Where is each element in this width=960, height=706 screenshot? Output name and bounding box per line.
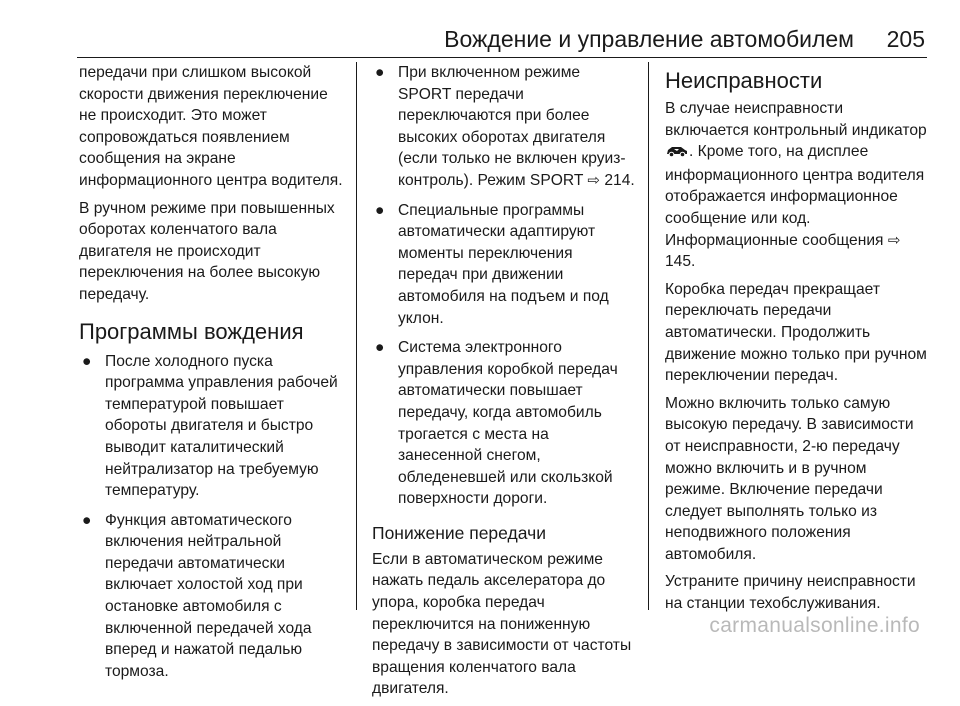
column-divider-2 xyxy=(648,62,649,610)
header-rule xyxy=(77,57,927,58)
section-heading-driving-programs: Программы вождения xyxy=(79,318,304,344)
car-with-wrench-icon xyxy=(665,143,689,165)
paragraph-text: . Кроме того, на дисплее информационного центра водителя отображается информационное сообщение или код. Информационные сообщения xyxy=(665,143,925,249)
section-heading-faults: Неисправности xyxy=(665,68,823,93)
list-item-text: Система электронного управления коробкой передач автоматически повышает передачу, когда автомобиль трогается с места на занесенной снегом, обледеневшей или скользкой поверхности дороги. xyxy=(398,339,618,508)
list-item xyxy=(79,510,343,683)
page-header xyxy=(0,0,960,58)
bullet-icon: ● xyxy=(82,352,92,370)
paragraph xyxy=(665,98,929,273)
page-reference[interactable]: 214. xyxy=(604,171,635,189)
paragraph: В ручном режиме при повышенных оборотах коленчатого вала двигателя не происходит переключения на более высокую передачу. xyxy=(79,199,335,303)
page-ref-arrow-icon: ⇨ xyxy=(587,171,600,189)
bullet-icon: ● xyxy=(375,64,385,81)
section-heading-kickdown: Понижение передачи xyxy=(372,522,546,543)
paragraph-text: В случае неисправности включается контрольный индикатор xyxy=(665,100,927,139)
bullet-list xyxy=(372,62,636,510)
paragraph: передачи при слишком высокой скорости движения переключение не происходит. Это может сопровождаться появлением сообщения на экране информационного центра водителя. xyxy=(79,64,343,189)
paragraph: Устраните причину неисправности на станции техобслуживания. xyxy=(665,573,916,613)
header-title: Вождение и управление автомобилем xyxy=(444,26,854,52)
list-item xyxy=(372,200,636,330)
bullet-icon: ● xyxy=(82,511,92,529)
column-3 xyxy=(665,62,929,621)
bullet-icon: ● xyxy=(375,339,385,357)
column-divider-1 xyxy=(356,62,357,610)
list-item-text: При включенном режиме SPORT передачи переключаются при более высоких оборотах двигателя (если только не включен круиз-контроль). Режим SPORT xyxy=(398,64,626,189)
list-item-text: Специальные программы автоматически адаптируют моменты переключения передач при движении автомобиля на подъем и под уклон. xyxy=(398,201,609,327)
page-ref-arrow-icon: ⇨ xyxy=(887,231,901,249)
list-item-text: После холодного пуска программа управления рабочей температурой повышает обороты двигателя и быстро выводит каталитический нейтрализатор на требуемую температуру. xyxy=(105,352,338,500)
column-2 xyxy=(372,62,636,706)
paragraph: Коробка передач прекращает переключать передачи автоматически. Продолжить движение можно только при ручном переключении передач. xyxy=(665,280,927,385)
bullet-list xyxy=(79,351,343,683)
list-item xyxy=(372,337,636,510)
list-item xyxy=(79,351,343,502)
watermark: carmanualsonline.info xyxy=(709,614,920,637)
bullet-icon: ● xyxy=(375,201,385,219)
column-1 xyxy=(79,62,343,690)
page-number: 205 xyxy=(886,26,925,52)
paragraph: Можно включить только самую высокую передачу. В зависимости от неисправности, 2-ю передачу можно включить и в ручном режиме. Включение передачи следует выполнять только из неподвижного положения автомобиля. xyxy=(665,394,914,563)
list-item xyxy=(372,62,636,192)
paragraph: Если в автоматическом режиме нажать педаль акселератора до упора, коробка передач переключится на пониженную передачу в зависимости от частоты вращения коленчатого вала двигателя. xyxy=(372,550,632,698)
list-item-text: Функция автоматического включения нейтральной передачи автоматически включает холостой ход при остановке автомобиля с включенной передачей хода вперед и нажатой педалью тормоза. xyxy=(105,511,312,680)
page-reference[interactable]: 145. xyxy=(665,253,696,271)
